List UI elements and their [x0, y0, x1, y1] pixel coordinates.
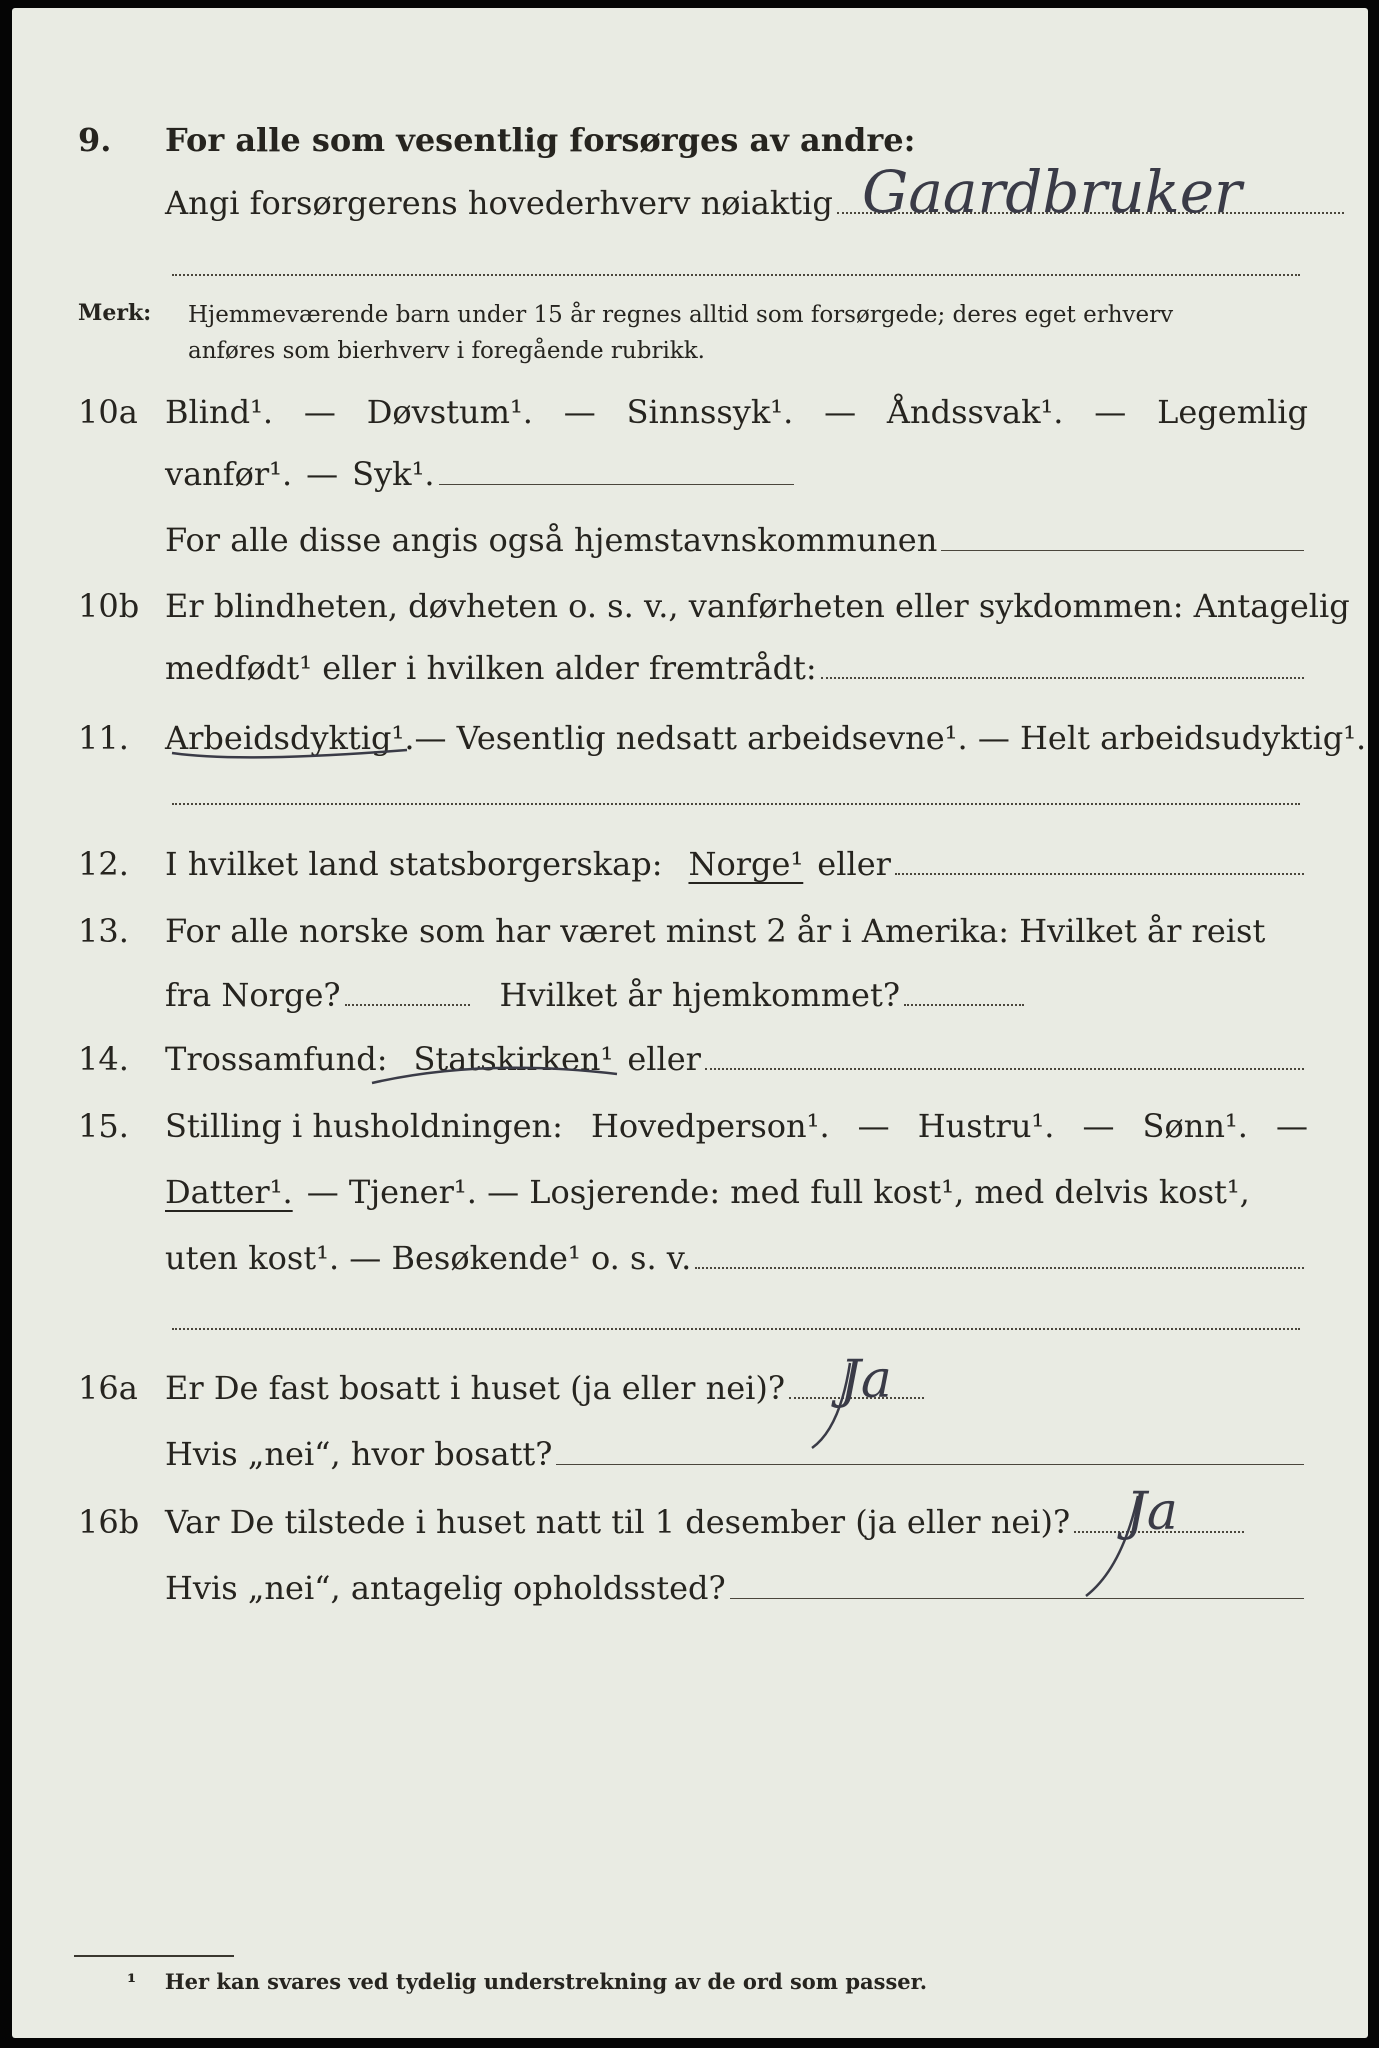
q9-handwritten-answer: Gaardbruker [862, 158, 1242, 226]
q10a-legemlig: Legemlig [1157, 393, 1308, 431]
q15-extra-line[interactable] [172, 1328, 1300, 1330]
q16b-number: 16b [78, 1503, 140, 1541]
q15-line2-rest: — Tjener¹. — Losjerende: med full kost¹, med delvis kost¹, [306, 1173, 1250, 1211]
q11-number: 11. [78, 719, 129, 757]
q12-opt-norge: Norge¹ [688, 845, 804, 883]
q10a-dash5: — [306, 455, 339, 493]
q16a-handwritten-answer: Ja [840, 1350, 892, 1410]
q13-reist-line[interactable] [345, 1003, 470, 1006]
q12-answer-line[interactable] [895, 872, 1304, 875]
q10a-number: 10a [78, 393, 138, 431]
q14-opt-statskirken: Statskirken¹ [413, 1040, 614, 1078]
q14-prompt: Trossamfund: [165, 1040, 388, 1078]
footnote-mark: ¹ [127, 1969, 137, 1994]
q10b-number: 10b [78, 587, 140, 625]
q15-dash1: — [857, 1107, 890, 1145]
q13-fra-norge: fra Norge? [165, 976, 341, 1014]
merk-label: Merk: [78, 300, 152, 326]
q10a-blind: Blind¹. [165, 393, 274, 431]
q14-opt-eller: eller [627, 1040, 701, 1078]
q13-line1: For alle norske som har været minst 2 år i Amerika: Hvilket år reist [165, 912, 1266, 950]
q10a-dovstum: Døvstum¹. [366, 393, 533, 431]
q16b-line2: Hvis „nei“, antagelig opholdssted? [165, 1569, 726, 1607]
q10a-sinnssyk: Sinnssyk¹. [626, 393, 794, 431]
q10a-dash4: — [1094, 393, 1127, 431]
q16a-line2: Hvis „nei“, hvor bosatt? [165, 1435, 553, 1473]
q10a-andssvak: Åndssvak¹. [886, 393, 1064, 431]
q10a-dash1: — [303, 393, 336, 431]
q16b-line1: Var De tilstede i huset natt til 1 desember (ja eller nei)? [165, 1503, 1071, 1541]
q15-stilling: Stilling i husholdningen: [165, 1107, 563, 1145]
q10a-dash2: — [563, 393, 596, 431]
q11-answer-line[interactable] [172, 803, 1300, 805]
q15-answer-line[interactable] [695, 1266, 1304, 1269]
q10b-answer-line[interactable] [821, 676, 1304, 679]
q12-opt-eller: eller [817, 845, 891, 883]
q10a-vanfor: vanfør¹. [165, 455, 293, 493]
q14-number: 14. [78, 1040, 129, 1078]
q12-number: 12. [78, 845, 129, 883]
q9-title: For alle som vesentlig forsørges av andre: [165, 121, 916, 159]
q10a-syk-line[interactable] [439, 483, 794, 485]
q15-hustru: Hustru¹. [917, 1107, 1055, 1145]
q15-number: 15. [78, 1107, 129, 1145]
census-form-page [12, 8, 1368, 2038]
q10a-hjemstavn: For alle disse angis også hjemstavnskommunen [165, 521, 938, 559]
q15-dash2: — [1082, 1107, 1115, 1145]
q15-hovedperson: Hovedperson¹. [590, 1107, 830, 1145]
merk-line1: Hjemmeværende barn under 15 år regnes alltid som forsørgede; deres eget erhverv [188, 302, 1174, 328]
q11-opt-rest: — Vesentlig nedsatt arbeidsevne¹. — Helt arbeidsudyktig¹. [414, 719, 1367, 757]
q10a-dash3: — [824, 393, 857, 431]
footnote-rule [74, 1955, 234, 1957]
q9-number: 9. [78, 121, 112, 159]
q16b-opholdssted-line[interactable] [730, 1597, 1304, 1599]
q10b-line2: medfødt¹ eller i hvilken alder fremtrådt: [165, 649, 817, 687]
q16b-handwritten-answer: Ja [1126, 1482, 1178, 1542]
q15-line3: uten kost¹. — Besøkende¹ o. s. v. [165, 1239, 692, 1277]
q13-hjemkommet-line[interactable] [904, 1003, 1024, 1006]
q15-datter: Datter¹. [165, 1173, 293, 1211]
q9-prompt: Angi forsørgerens hovederhverv nøiaktig [165, 184, 833, 222]
footnote-text: Her kan svares ved tydelig understrekning av de ord som passer. [164, 1969, 928, 1994]
q15-dash3: — [1275, 1107, 1308, 1145]
q9-extra-line [172, 274, 1300, 276]
q10a-hjemstavn-line[interactable] [941, 549, 1304, 551]
q15-sonn: Sønn¹. [1142, 1107, 1248, 1145]
q10a-syk: Syk¹. [352, 455, 435, 493]
q16a-number: 16a [78, 1369, 138, 1407]
q13-number: 13. [78, 912, 129, 950]
q11-opt-arbeidsdyktig: Arbeidsdyktig¹. [165, 719, 415, 757]
q16a-bosatt-line[interactable] [556, 1463, 1304, 1465]
merk-line2: anføres som bierhverv i foregående rubrikk. [188, 338, 705, 364]
q13-hjemkommet: Hvilket år hjemkommet? [499, 976, 900, 1014]
q10b-line1: Er blindheten, døvheten o. s. v., vanførheten eller sykdommen: Antagelig [165, 587, 1350, 625]
q12-prompt: I hvilket land statsborgerskap: [165, 845, 663, 883]
q14-answer-line[interactable] [705, 1067, 1304, 1070]
q16a-line1: Er De fast bosatt i huset (ja eller nei)? [165, 1369, 786, 1407]
footnote [127, 1969, 927, 1994]
